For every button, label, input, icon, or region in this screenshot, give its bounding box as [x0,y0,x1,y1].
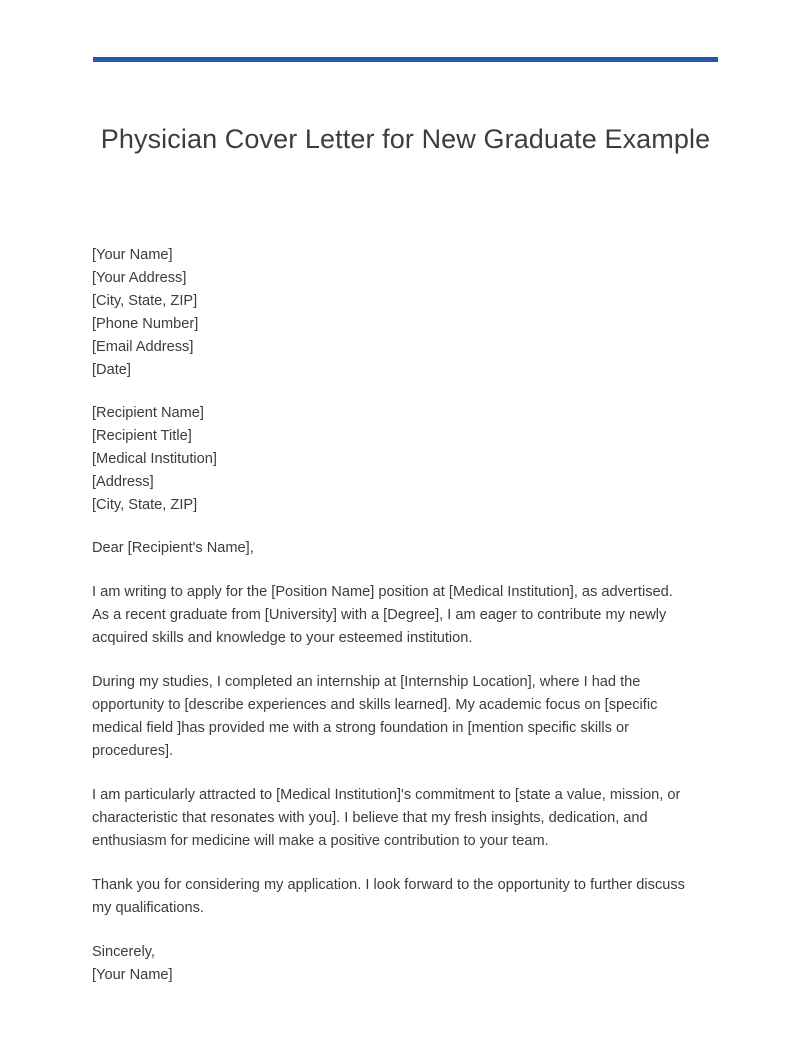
page-title: Physician Cover Letter for New Graduate Example [100,124,711,155]
signature-name: [Your Name] [92,967,173,983]
body-paragraph: Thank you for considering my application. I look forward to the opportunity to further discuss my qualifications. [92,877,685,916]
sender-line: [Email Address] [92,339,194,355]
recipient-line: [Recipient Title] [92,428,192,444]
body-paragraph: I am particularly attracted to [Medical Institution]'s commitment to [state a value, mission, or characteristic that resonates with you]. I believe that my fresh insights, dedication, and enthusiasm for medicine will make a positive contribution to your team. [92,787,681,849]
sender-address-block [92,244,688,382]
letter-body [92,244,688,987]
closing-block [92,941,688,987]
recipient-address-block [92,402,688,517]
recipient-line: [Recipient Name] [92,405,204,421]
recipient-line: [City, State, ZIP] [92,497,198,513]
body-paragraph: I am writing to apply for the [Position Name] position at [Medical Institution], as advertised. As a recent graduate from [University] with a [Degree], I am eager to contribute my newly acquired skills and knowledge to your esteemed institution. [92,584,673,646]
recipient-line: [Medical Institution] [92,451,217,467]
closing-line: Sincerely, [92,944,155,960]
salutation: Dear [Recipient's Name], [92,540,254,556]
body-paragraph: During my studies, I completed an internship at [Internship Location], where I had the opportunity to [describe experiences and skills learned]. My academic focus on [specific medical field ]has provided me with a strong foundation in [mention specific skills or procedures]. [92,674,658,759]
sender-line: [Date] [92,362,131,378]
sender-line: [Phone Number] [92,316,199,332]
sender-line: [City, State, ZIP] [92,293,198,309]
recipient-line: [Address] [92,474,154,490]
sender-line: [Your Address] [92,270,187,286]
sender-line: [Your Name] [92,247,173,263]
header-accent-bar [93,57,718,62]
